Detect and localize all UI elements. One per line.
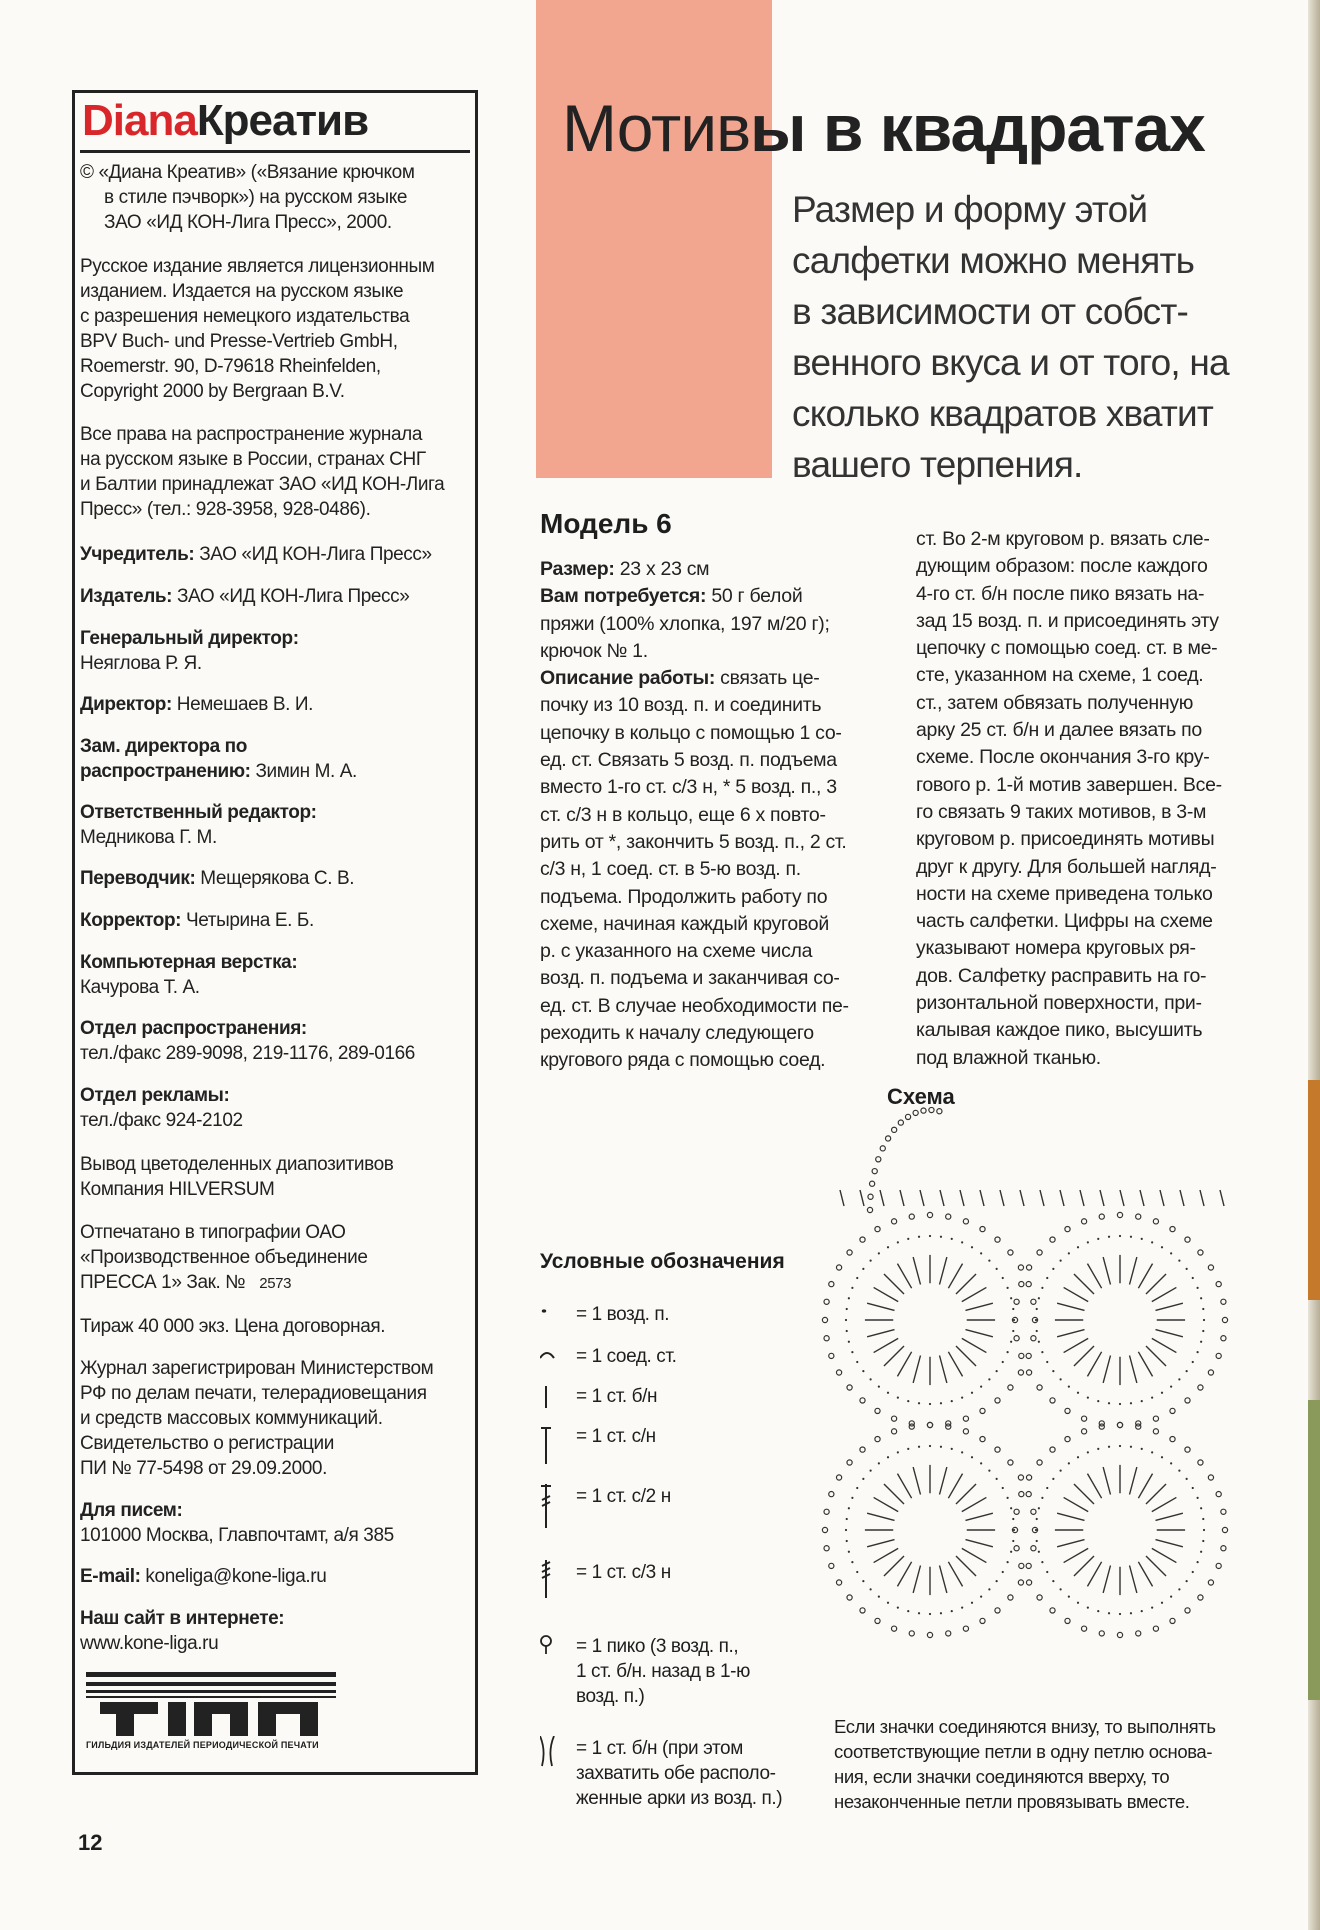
page-edge-tab (1308, 1080, 1320, 1300)
crochet-scheme-diagram (820, 1090, 1260, 1710)
imprint-registration: Журнал зарегистрирован Министерством РФ по делам печати, телерадиовещания и средств массовых коммуникаций. Свидетельство о регистрации ПИ № 77-5498 от 29.09.2000. (80, 1358, 434, 1479)
legend-title: Условные обозначения (540, 1250, 785, 1273)
imprint-output: Вывод цветоделенных диапозитивов Компания HILVERSUM (80, 1154, 394, 1200)
imprint-email: E-mail: koneliga@kone-liga.ru (80, 1566, 327, 1587)
imprint-circulation: Тираж 40 000 экз. Цена договорная. (80, 1316, 386, 1337)
imprint-rights: Все права на распространение журнала на русском языке в России, странах СНГ и Балтии принадлежат ЗАО «ИД КОН-Лига Пресс» (тел.: 928-3958, 928-0486). (80, 424, 445, 520)
imprint-copyright: © «Диана Креатив» («Вязание крючком в стиле пэчворк») на русском языке ЗАО «ИД КОН-Лига Пресс», 2000. (80, 162, 415, 233)
imprint-corrector: Корректор: Четырина Е. Б. (80, 910, 314, 931)
imprint-printing: Отпечатано в типографии ОАО «Производственное объединение ПРЕССА 1» Зак. № 2573 (80, 1222, 368, 1293)
joined-single-crochet-icon (540, 1736, 568, 1788)
article-title: Мотивы в квадратах (562, 91, 1205, 165)
article-lead: Размер и форму этой салфетки можно менять в зависимости от собст- венного вкуса и от того, на сколько квадратов хватит вашего терпения. (792, 189, 1229, 485)
imprint-translator: Переводчик: Мещерякова С. В. (80, 868, 355, 889)
imprint-deputy-director: Зам. директора по распространению: Зимин М. А. (80, 736, 357, 782)
double-treble-crochet-icon (540, 1560, 568, 1612)
imprint-director: Директор: Немешаев В. И. (80, 694, 314, 715)
picot-icon (540, 1634, 568, 1686)
order-number: 2573 (259, 1275, 292, 1292)
logo-divider (80, 150, 470, 153)
imprint-license: Русское издание является лицензионным изданием. Издается на русском языке с разрешения немецкого издательства BPV Buch- und Presse-Vertrieb GmbH, Roemerstr. 90, D-79618 Rheinfelden, Copyright 2000 by Bergraan B.V. (80, 256, 435, 402)
instructions-column-1: Размер: 23 x 23 см Вам потребуется: 50 г белой пряжи (100% хлопка, 197 м/20 г); крючок № 1. Описание работы: связать це- почку из 10 возд. п. и соединить цепочку в кольцо с помощью 1 со- ед. ст. Связать 5 возд. п. подъема вместо 1-го ст. с/3 н, * 5 возд. п., 3 ст. с/3 н в кольцо, еще 6 х повто- рить от *, закончить 5 возд. п., 2 ст. с/3 н, 1 соед. ст. в 5-ю возд. п. подъема. Продолжить работу по схеме, начиная каждый круговой р. с указанного на схеме числа возд. п. подъема и заканчивая со- ед. ст. В случае необходимости пе- реходить к началу следующего кругового ряда с помощью соед. (540, 558, 849, 1072)
guild-logo (86, 1672, 336, 1736)
model-heading: Модель 6 (540, 508, 672, 539)
magazine-logo: DianaКреатив (82, 96, 369, 145)
imprint-site: Наш сайт в интернете: www.kone-liga.ru (80, 1608, 285, 1654)
guild-caption: ГИЛЬДИЯ ИЗДАТЕЛЕЙ ПЕРИОДИЧЕСКОЙ ПЕЧАТИ (86, 1740, 319, 1750)
double-crochet-icon (540, 1424, 568, 1476)
imprint-layout: Компьютерная верстка: Качурова Т. А. (80, 952, 298, 998)
page-edge-tab (1308, 1400, 1320, 1700)
page-number: 12 (78, 1830, 103, 1855)
instructions-column-2: ст. Во 2-м круговом р. вязать сле- дующим образом: после каждого 4-го ст. б/н после пико вязать на- зад 15 возд. п. и присоединять эту цепочку с помощью соед. ст. в ме- сте, указанном на схеме, 1 соед. ст., затем обвязать полученную арку 25 ст. б/н и далее вязать по схеме. После окончания 3-го кру- гового р. 1-й мотив завершен. Все- го связать 9 таких мотивов, в 3-м круговом р. присоединять мотивы друг к другу. Для большей нагляд- ности на схеме приведена только часть салфетки. Цифры на схеме указывают номера круговых ря- дов. Салфетку расправить на го- ризонтальной поверхности, при- калывая каждое пико, высушить под влажной тканью. (916, 528, 1222, 1069)
imprint-distribution: Отдел распространения: тел./факс 289-9098, 219-1176, 289-0166 (80, 1018, 415, 1064)
imprint-publisher: Издатель: ЗАО «ИД КОН-Лига Пресс» (80, 586, 410, 607)
scheme-note: Если значки соединяются внизу, то выполнять соответствующие петли в одну петлю основа- ния, если значки соединяются вверху, то незаконченные петли провязывать вместе. (834, 1716, 1216, 1812)
imprint-editor: Ответственный редактор: Медникова Г. М. (80, 802, 317, 848)
scheme-title: Схема (887, 1084, 955, 1109)
treble-crochet-icon (540, 1484, 568, 1536)
imprint-general-director: Генеральный директор: Нeяглова Р. Я. (80, 628, 299, 674)
imprint-founder: Учредитель: ЗАО «ИД КОН-Лига Пресс» (80, 544, 432, 565)
imprint-letters: Для писем: 101000 Москва, Главпочтамт, а/я 385 (80, 1500, 394, 1546)
imprint-ads: Отдел рекламы: тел./факс 924-2102 (80, 1085, 243, 1131)
accent-block (536, 0, 772, 478)
